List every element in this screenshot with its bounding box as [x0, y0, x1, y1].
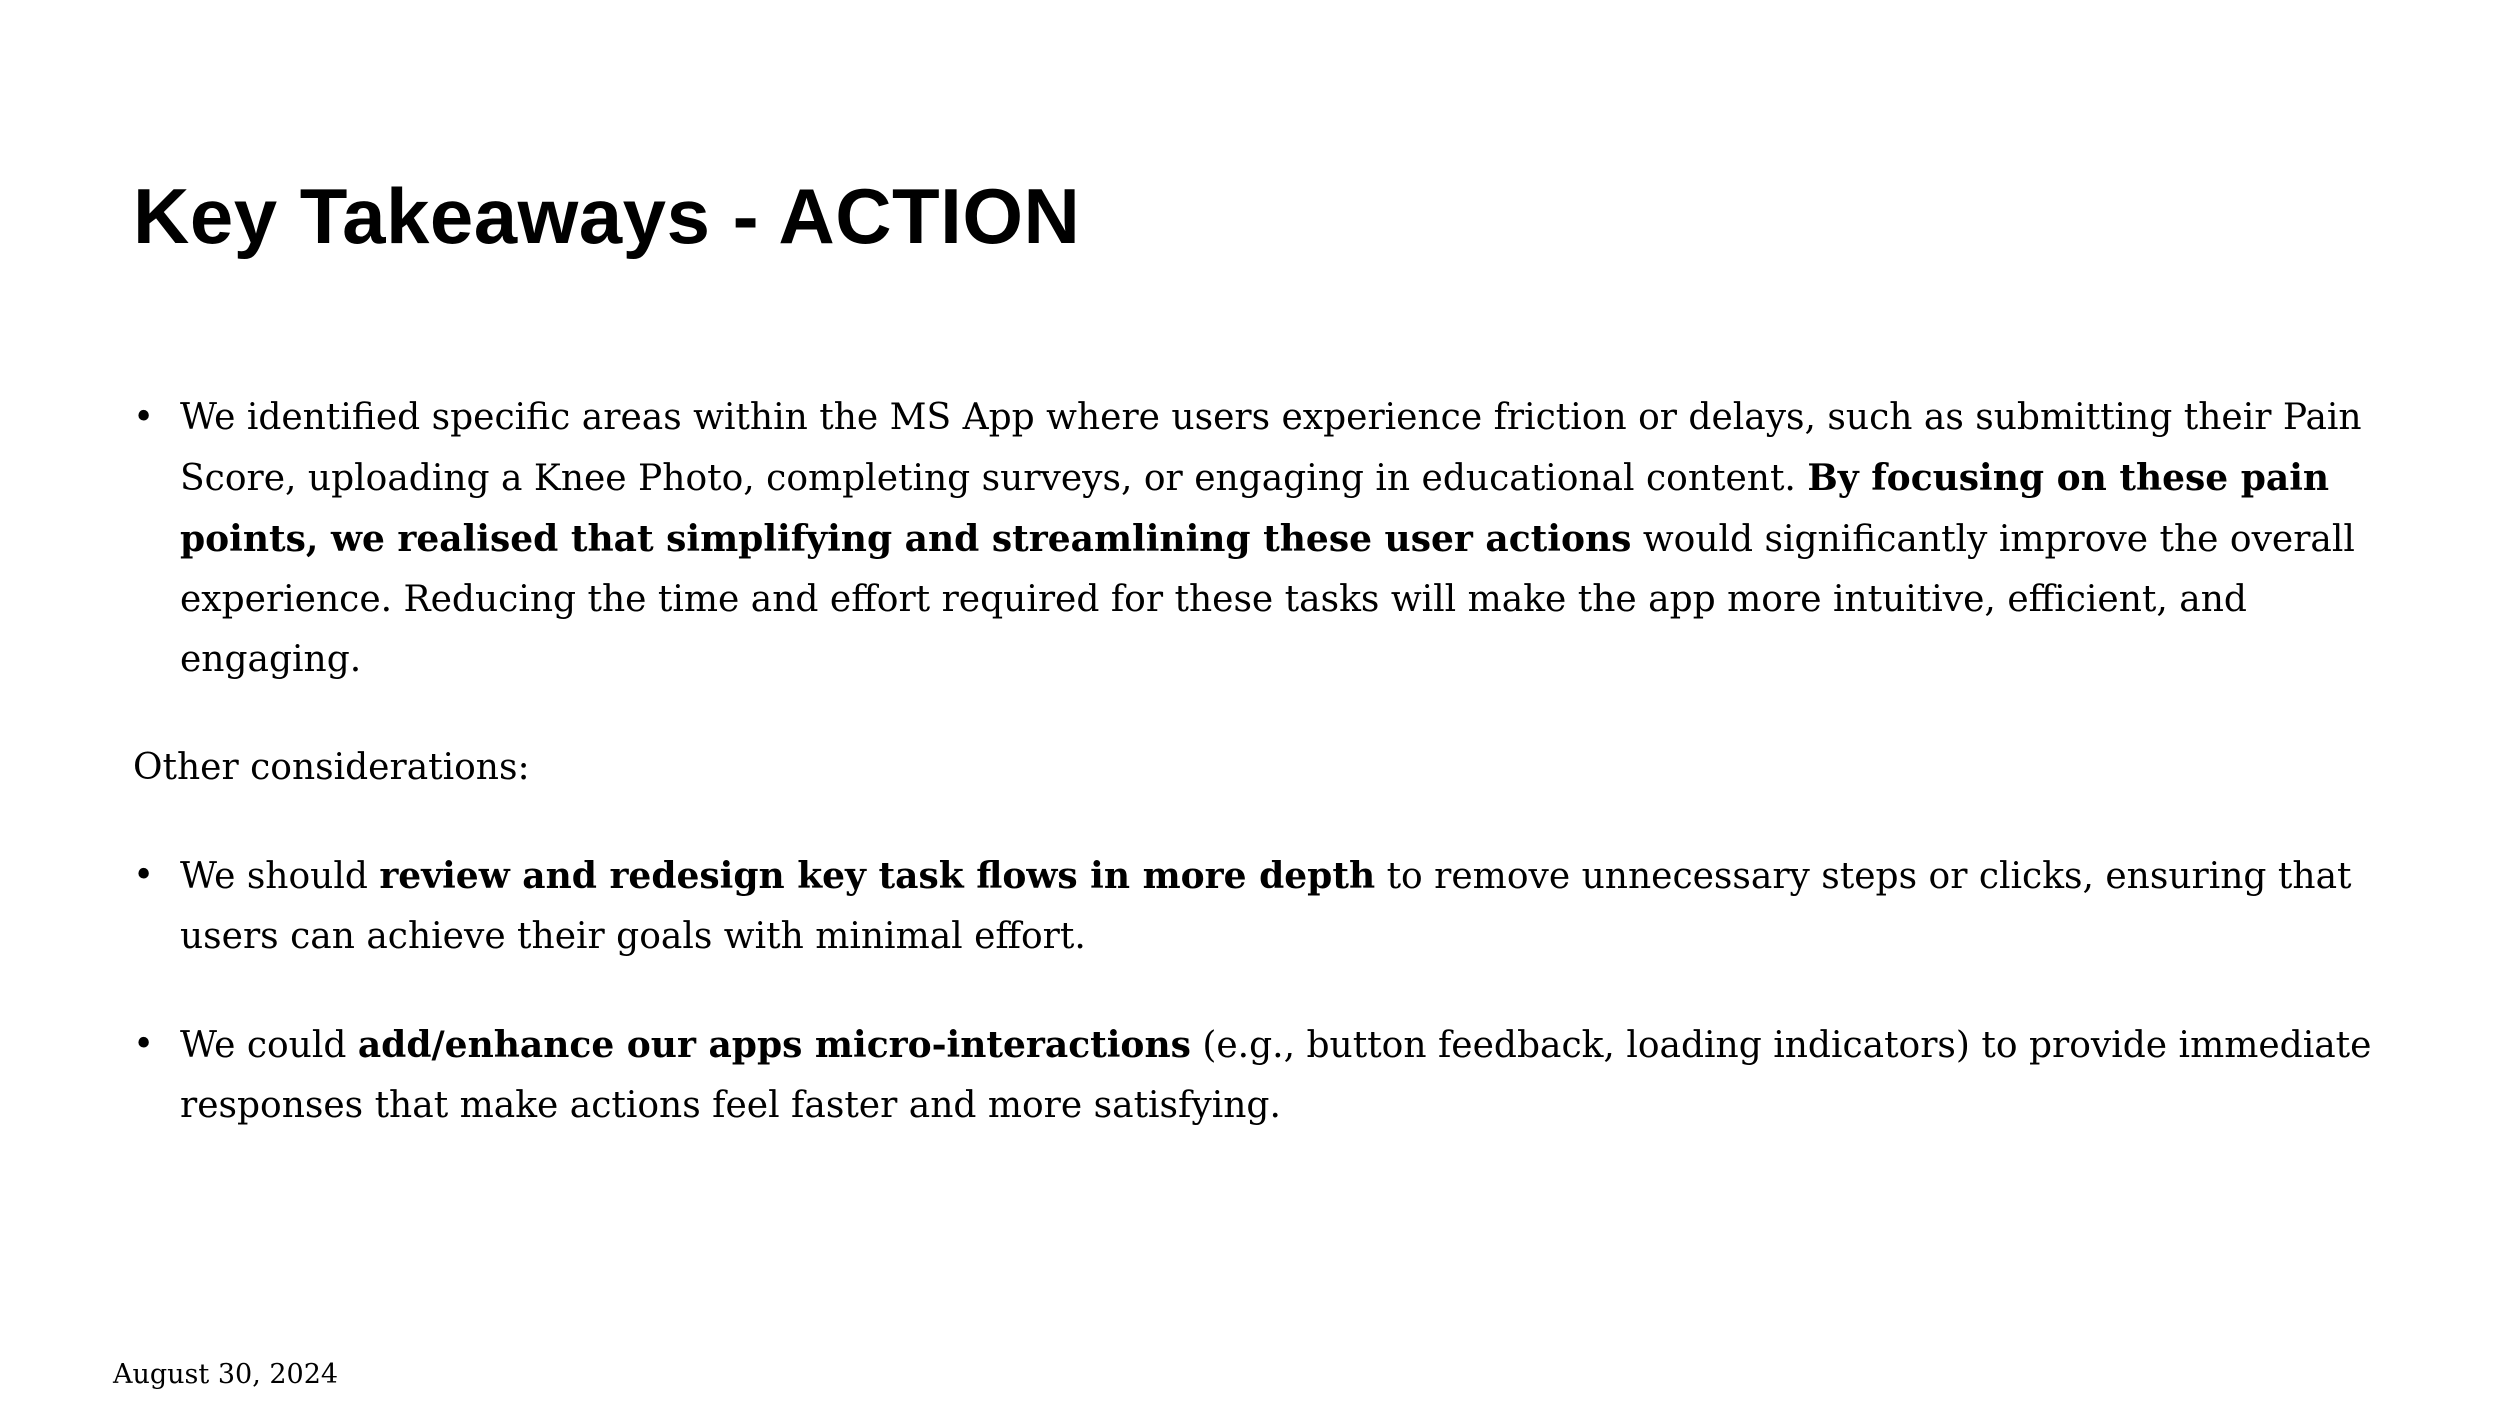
- bullet-icon: •: [133, 397, 155, 438]
- bullet-item-friction: [133, 388, 2383, 690]
- bullet-text: We could: [180, 1025, 358, 1066]
- bullet-icon: •: [133, 855, 155, 896]
- other-considerations-heading: Other considerations:: [133, 747, 530, 788]
- bullet-emphasis: review and redesign key task flows in more depth: [379, 855, 1376, 897]
- footer-date: August 30, 2024: [113, 1359, 339, 1390]
- slide-title: Key Takeaways - ACTION: [133, 172, 1081, 260]
- bullet-text: (e.g., button feedback, loading indicators) to provide immediate responses that make actions feel faster and more satisfying.: [180, 1025, 2372, 1126]
- bullet-text: to remove unnecessary steps or clicks, ensuring that users can achieve their goals with minimal effort.: [180, 856, 2352, 957]
- bullet-item-task-flows: [133, 846, 2383, 967]
- bullet-text: would significantly improve the overall experience. Reducing the time and effort required for these tasks will make the app more intuitive, efficient, and engaging.: [180, 519, 2355, 680]
- bullet-emphasis: add/enhance our apps micro-interactions: [357, 1024, 1191, 1066]
- bullet-icon: •: [133, 1024, 155, 1065]
- bullet-text: We identified specific areas within the MS App where users experience friction or delays, such as submitting their Pain Score, uploading a Knee Photo, completing surveys, or engaging in educational content.: [180, 397, 2362, 499]
- slide-body: [133, 388, 2383, 1136]
- bullet-item-micro-interactions: [133, 1015, 2383, 1136]
- bullet-emphasis: By focusing on these pain points, we realised that simplifying and streamlining these user actions: [180, 457, 2330, 560]
- bullet-text: We should: [180, 856, 380, 897]
